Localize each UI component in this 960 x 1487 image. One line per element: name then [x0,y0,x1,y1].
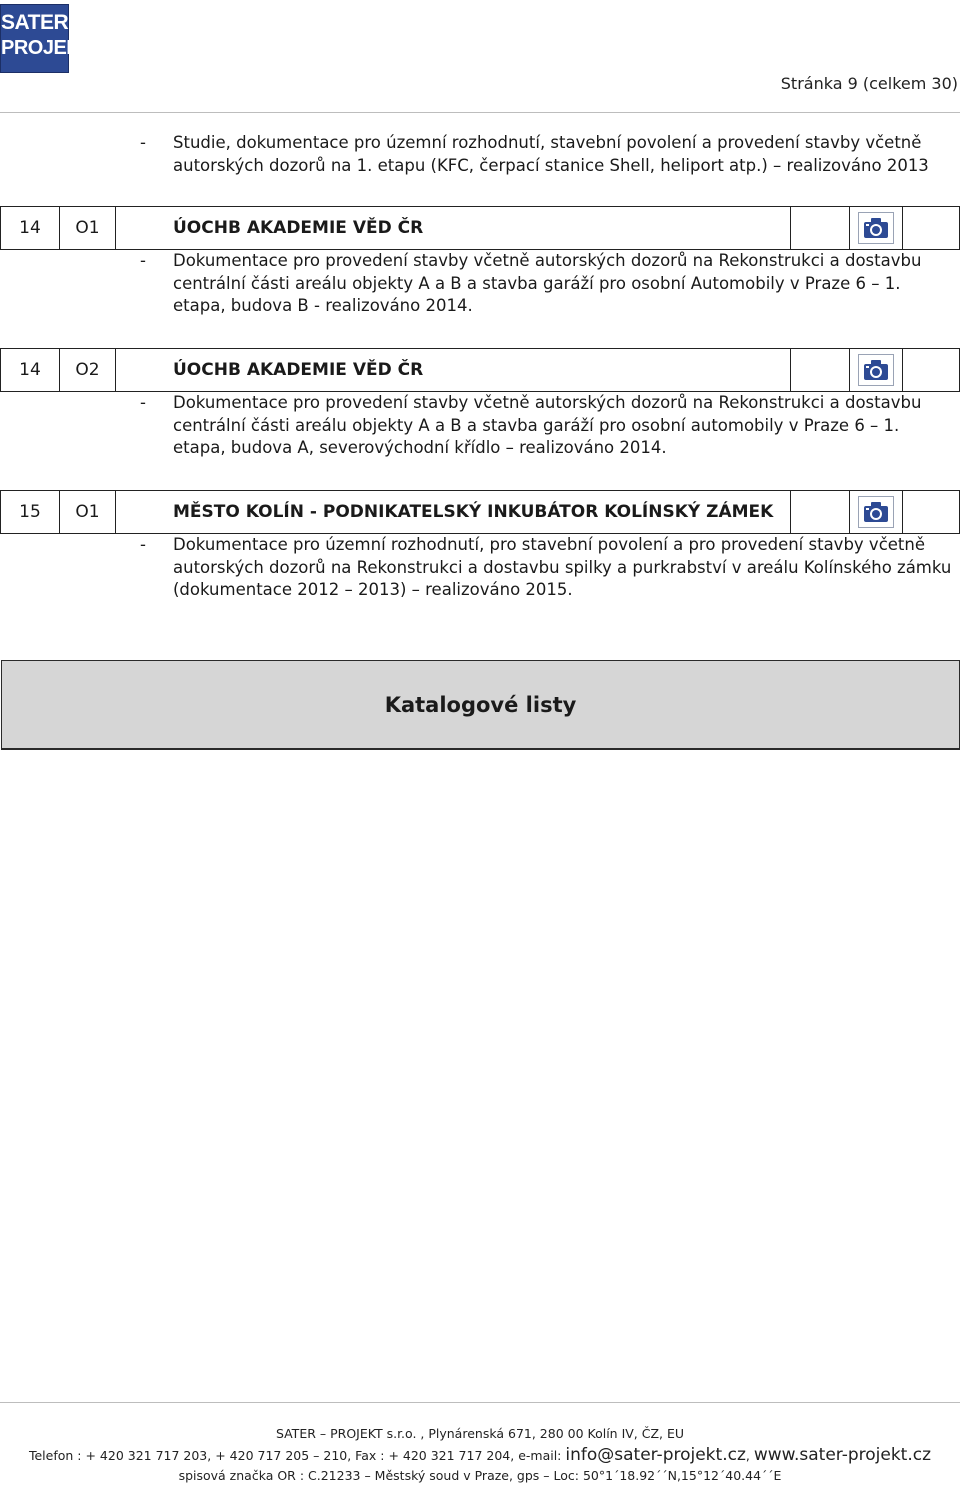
entry-empty-cell [791,207,850,249]
footer-contact [0,1445,960,1465]
entry-title: MĚSTO KOLÍN - PODNIKATELSKÝ INKUBÁTOR KOLÍNSKÝ ZÁMEK [116,491,791,533]
entry-photo-cell [850,491,903,533]
footer-registration: spisová značka OR : C.21233 – Městský soud v Praze, gps – Loc: 50°1´18.92´´N,15°12´40.44´´E [178,1468,782,1483]
company-logo [0,4,92,73]
entry-number: 14 [1,207,60,249]
entry-code: O1 [60,491,116,533]
entry-header-row [0,206,960,250]
footer-email-link[interactable]: info@sater-projekt.cz [565,1445,746,1465]
entry-title: ÚOCHB AKADEMIE VĚD ČR [116,207,791,249]
entry-header-row [0,348,960,392]
footer-divider [0,1402,960,1403]
bullet-dash: - [140,251,146,270]
entry-title: ÚOCHB AKADEMIE VĚD ČR [116,349,791,391]
bullet-dash: - [140,133,146,152]
footer-separator: , [745,1448,750,1463]
entry-empty-cell [903,349,959,391]
entry-description [140,250,953,318]
entry-number: 15 [1,491,60,533]
entry-description [140,534,953,602]
entry-empty-cell [903,207,959,249]
camera-icon[interactable] [858,496,894,528]
intro-item-text: Studie, dokumentace pro územní rozhodnutí, stavební povolení a provedení stavby včetně autorských dozorů na 1. etapu (KFC, čerpací stanice Shell, heliport atp.) – realizováno 2013 [173,133,929,175]
entry-code: O2 [60,349,116,391]
entry-header-row [0,490,960,534]
banner-title: Katalogové listy [384,692,577,717]
bullet-dash: - [140,393,146,412]
entry-empty-cell [791,349,850,391]
entry-description-text: Dokumentace pro provedení stavby včetně autorských dozorů na Rekonstrukci a dostavbu centrální části areálu objekty A a B a stavba garáží pro osobní Automobily v Praze 6 – 1. etapa, budova B - realizováno 2014. [173,251,922,315]
intro-item [140,132,953,177]
entry-code: O1 [60,207,116,249]
footer-address: SATER – PROJEKT s.r.o. , Plynárenská 671, 280 00 Kolín IV, ČZ, EU [275,1426,685,1441]
entry-number: 14 [1,349,60,391]
entry-description-text: Dokumentace pro provedení stavby včetně autorských dozorů na Rekonstrukci a dostavbu centrální části areálu objekty A a B a stavba garáží pro osobní automobily v Praze 6 – 1. etapa, budova A, severovýchodní křídlo – realizováno 2014. [173,393,922,457]
bullet-dash: - [140,535,146,554]
footer-phone: Telefon : + 420 321 717 203, + 420 717 205 – 210, Fax : + 420 321 717 204, e-mail: [28,1448,562,1463]
entry-description-text: Dokumentace pro územní rozhodnutí, pro stavební povolení a pro provedení stavby včetně autorských dozorů na Rekonstrukci a dostavbu spilky a purkrabství v areálu Kolínského zámku (dokumentace 2012 – 2013) – realizováno 2015. [173,535,952,599]
camera-icon[interactable] [858,354,894,386]
entry-description [140,392,953,460]
entry-photo-cell [850,207,903,249]
logo-line-1: SATER [1,11,69,34]
logo-line-2: PROJEKT [1,37,92,59]
camera-icon[interactable] [858,212,894,244]
entry-empty-cell [903,491,959,533]
page-number: Stránka 9 (celkem 30) [780,74,958,93]
header-divider [0,112,960,113]
entry-photo-cell [850,349,903,391]
catalog-sheets-banner [1,660,960,750]
footer-website-link[interactable]: www.sater-projekt.cz [753,1445,932,1465]
entry-empty-cell [791,491,850,533]
